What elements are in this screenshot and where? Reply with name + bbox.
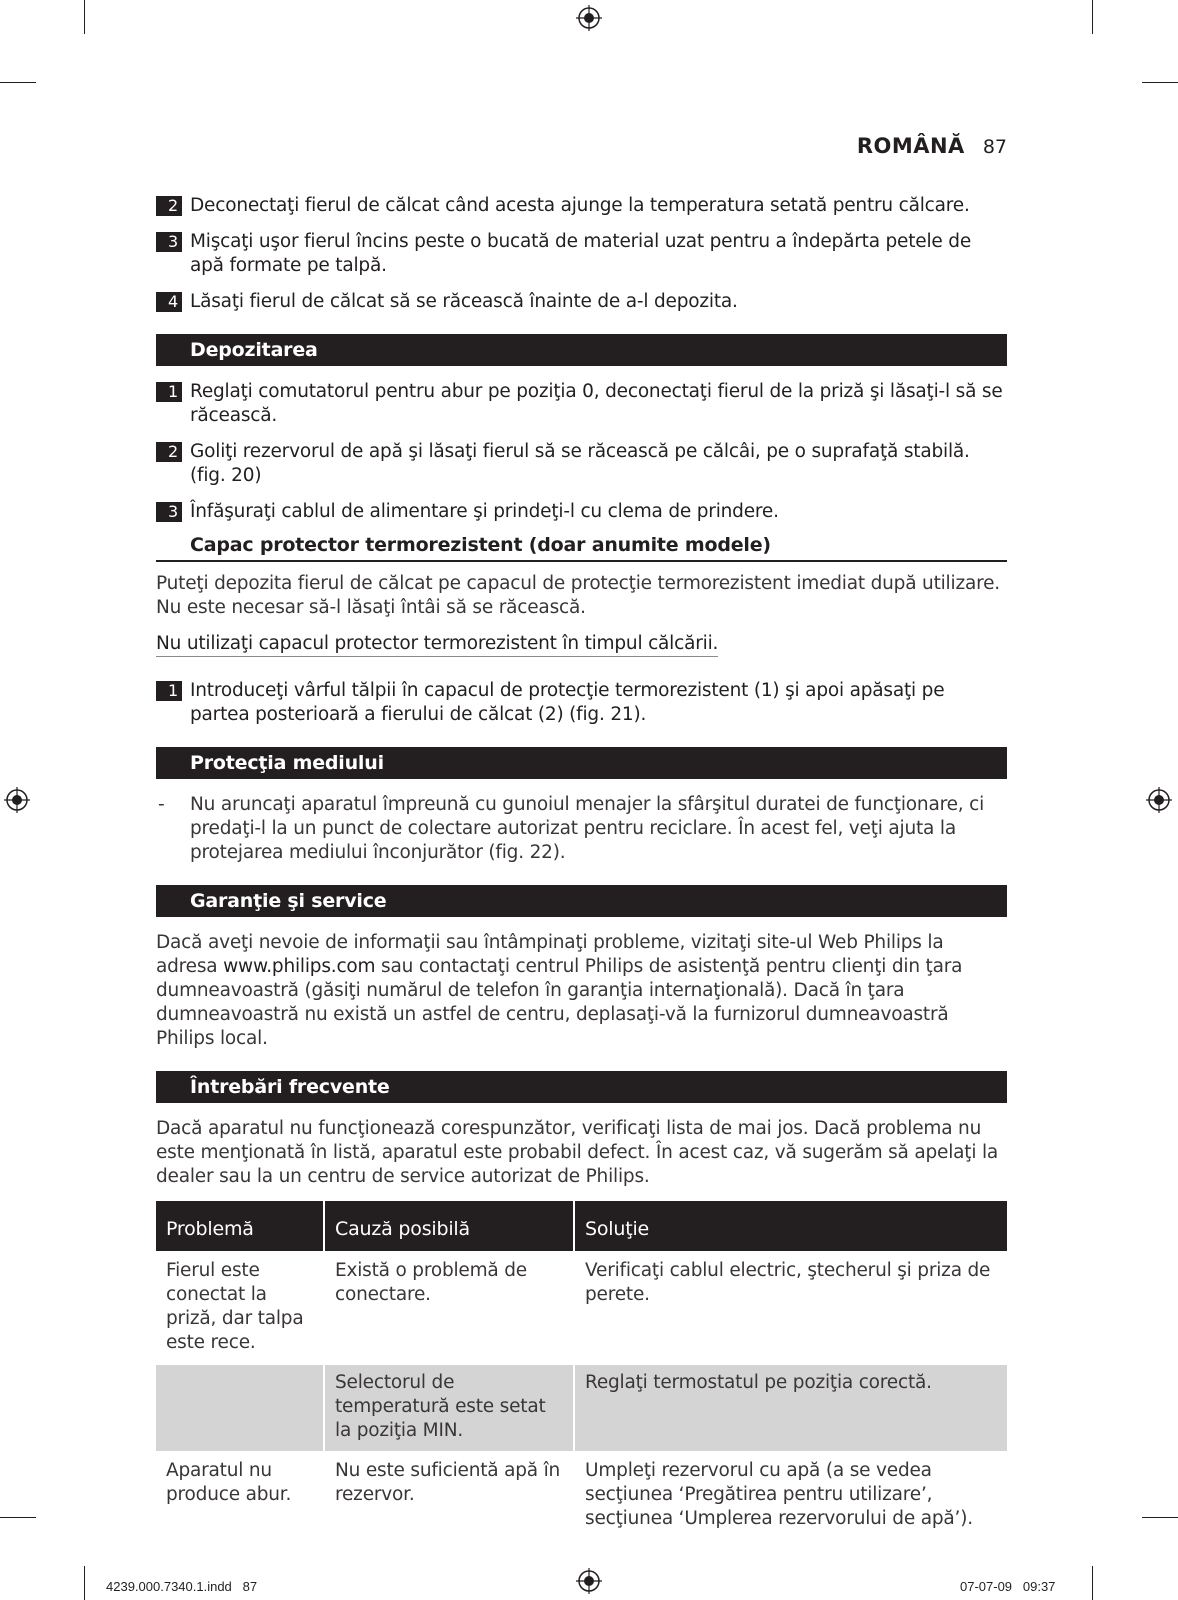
problem-cell: Aparatul nu produce abur. — [156, 1452, 324, 1539]
step-number: 2 — [156, 442, 182, 462]
problem-cell — [156, 1364, 324, 1452]
solution-cell: Reglaţi termostatul pe poziţia corectă. — [574, 1364, 1007, 1452]
step-number: 1 — [156, 382, 182, 402]
step-number: 3 — [156, 232, 182, 252]
cause-cell: Selectorul de temperatură este setat la poziţia MIN. — [324, 1364, 574, 1452]
step-text: Deconectaţi fierul de călcat când acesta ajunge la temperatura setată pentru călcare. — [190, 195, 970, 216]
crop-mark — [0, 82, 36, 83]
bullet-item — [156, 793, 1007, 865]
paragraph — [156, 931, 1007, 1051]
registration-mark-icon — [1146, 787, 1172, 813]
subheading-protective-cover: Capac protector termorezistent (doar anumite modele) — [156, 532, 1007, 562]
column-header: Problemă — [156, 1201, 324, 1252]
crop-mark — [84, 1566, 85, 1600]
solution-cell: Umpleţi rezervorul cu apă (a se vedea secţiunea ‘Pregătirea pentru utilizare’, secţiunea ‘Umplerea rezervorului de apă’). — [574, 1452, 1007, 1539]
paragraph-text: sau contactaţi centrul Philips de asistenţă pentru clienţi din ţara dumneavoastră (găsiţi numărul de telefon în garanţia internaţională). Dacă în ţara dumneavoastră nu există un astfel de centru, deplasaţi-vă la furnizorul dumneavoastră Philips local. — [156, 956, 963, 1049]
paragraph: Dacă aparatul nu funcţionează corespunzător, verificaţi lista de mai jos. Dacă problema nu este menţionată în listă, aparatul este probabil defect. În acest caz, vă sugerăm să apelaţi la dealer sau la un centru de service autorizat de Philips. — [156, 1118, 999, 1187]
step-item — [156, 194, 1007, 218]
page-number: 87 — [982, 136, 1007, 158]
crop-mark — [1092, 1566, 1093, 1600]
step-item — [156, 290, 1007, 314]
step-text: Introduceţi vârful tălpii în capacul de protecţie termorezistent (1) şi apoi apăsaţi pe partea posterioară a fierului de călcat (2) (fig. 21). — [190, 680, 945, 725]
step-number: 4 — [156, 292, 182, 312]
step-number: 1 — [156, 681, 182, 701]
bullet-text: Nu aruncaţi aparatul împreună cu gunoiul menajer la sfârşitul duratei de funcţionare, ci predaţi-l la un punct de colectare autorizat pentru reciclare. În acest fel, veţi ajuta la protejarea mediului înconjurător (fig. 22). — [190, 794, 985, 863]
step-number: 3 — [156, 502, 182, 522]
table-header-row — [156, 1201, 1007, 1252]
philips-website-link[interactable]: www.philips.com — [223, 956, 376, 977]
step-item — [156, 230, 1007, 278]
step-text: Reglaţi comutatorul pentru abur pe poziţia 0, deconectaţi fierul de la priză şi lăsaţi-l să se răcească. — [190, 381, 1003, 426]
step-item — [156, 500, 1007, 524]
paragraph: Puteţi depozita fierul de călcat pe capacul de protecţie termorezistent imediat după utilizare. Nu este necesar să-l lăsaţi întâi să se răcească. — [156, 573, 1000, 618]
bullet-dash: - — [158, 794, 165, 815]
paragraph-text: Dacă aveţi nevoie de informaţii sau întâmpinaţi probleme, vizitaţi site-ul Web Philips la adresa — [156, 932, 944, 977]
step-item — [156, 440, 1007, 488]
step-text: Mişcaţi uşor fierul încins peste o bucată de material uzat pentru a îndepărta petele de apă formate pe talpă. — [190, 231, 971, 276]
solution-cell: Verificaţi cablul electric, ştecherul şi priza de perete. — [574, 1252, 1007, 1364]
section-heading-faq: Întrebări frecvente — [156, 1071, 1007, 1103]
column-header: Soluţie — [574, 1201, 1007, 1252]
crop-mark — [1092, 0, 1093, 34]
troubleshooting-table — [156, 1201, 1007, 1539]
step-item — [156, 380, 1007, 428]
cause-cell: Există o problemă de conectare. — [324, 1252, 574, 1364]
cause-cell: Nu este suficientă apă în rezervor. — [324, 1452, 574, 1539]
table-row — [156, 1452, 1007, 1539]
footer-datetime: 07-07-09 09:37 — [960, 1579, 1056, 1594]
language-label: ROMÂNĂ — [856, 134, 965, 158]
section-heading-environment: Protecţia mediului — [156, 747, 1007, 779]
section-heading-guarantee: Garanţie şi service — [156, 885, 1007, 917]
step-number: 2 — [156, 196, 182, 216]
registration-mark-icon — [4, 787, 30, 813]
crop-mark — [1142, 1517, 1178, 1518]
table-row — [156, 1364, 1007, 1452]
registration-mark-icon — [576, 1568, 602, 1594]
step-text: Înfăşuraţi cablul de alimentare şi prindeţi-l cu clema de prindere. — [190, 501, 779, 522]
step-item — [156, 679, 1007, 727]
section-heading-storage: Depozitarea — [156, 334, 1007, 366]
step-text: Lăsaţi fierul de călcat să se răcească înainte de a-l depozita. — [190, 291, 738, 312]
footer-file-info: 4239.000.7340.1.indd 87 — [106, 1579, 258, 1594]
problem-cell: Fierul este conectat la priză, dar talpa este rece. — [156, 1252, 324, 1364]
column-header: Cauză posibilă — [324, 1201, 574, 1252]
page-header — [700, 132, 1007, 161]
crop-mark — [84, 0, 85, 34]
table-row — [156, 1252, 1007, 1364]
step-text: Goliţi rezervorul de apă şi lăsaţi fierul să se răcească pe călcâi, pe o suprafaţă stabilă. (fig. 20) — [190, 441, 970, 486]
crop-mark — [0, 1517, 36, 1518]
registration-mark-icon — [576, 5, 602, 31]
crop-mark — [1142, 82, 1178, 83]
note-text: Nu utilizaţi capacul protector termorezistent în timpul călcării. — [156, 632, 718, 657]
page-content — [156, 194, 1007, 1539]
